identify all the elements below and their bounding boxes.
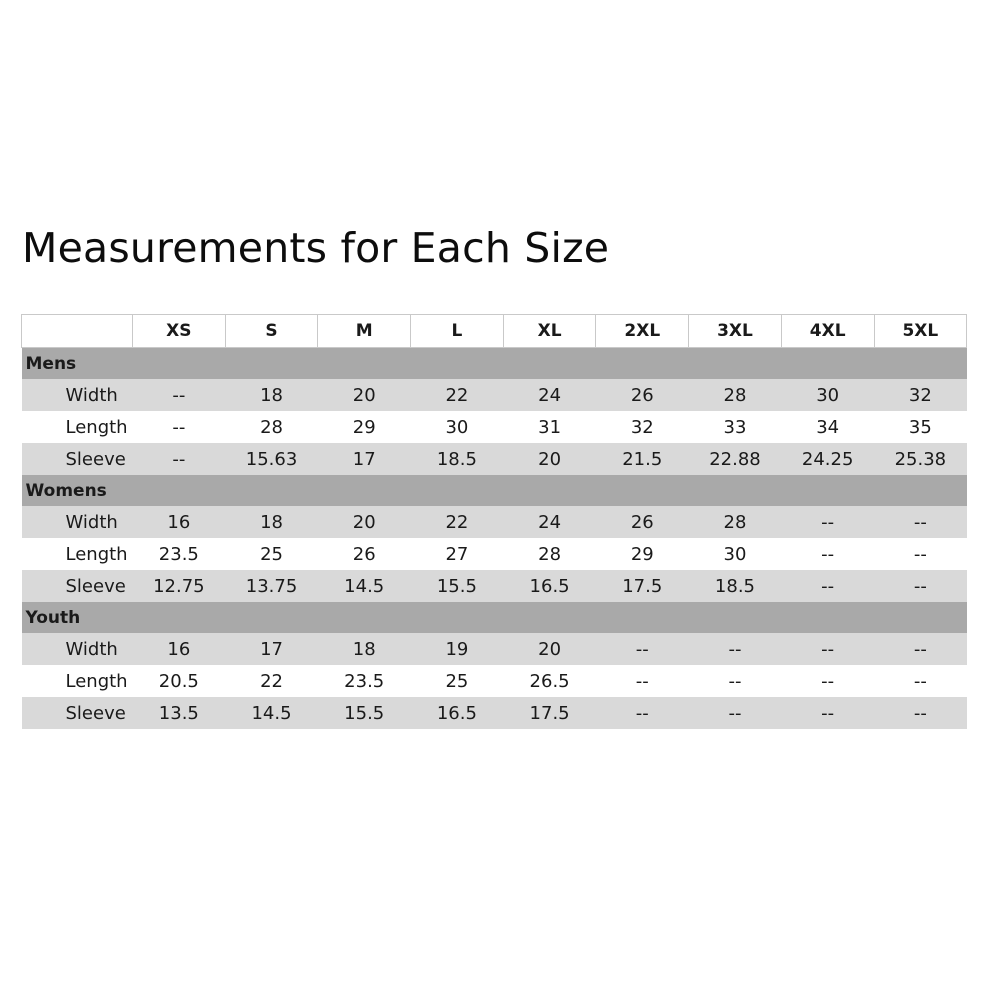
measurement-value: -- (781, 538, 874, 570)
measurement-value: 28 (689, 379, 782, 411)
measurement-label: Sleeve (22, 697, 133, 729)
size-header-row (22, 315, 967, 348)
measurement-value: 26.5 (503, 665, 596, 697)
measurement-value: -- (874, 506, 967, 538)
measurement-value: 29 (596, 538, 689, 570)
measurement-value: 33 (689, 411, 782, 443)
group-label: Youth (22, 602, 967, 633)
measurement-value: -- (133, 443, 226, 475)
size-header-2xl: 2XL (596, 315, 689, 348)
size-header-m: M (318, 315, 411, 348)
measurement-value: -- (874, 633, 967, 665)
measurement-value: 25 (225, 538, 318, 570)
measurement-value: -- (781, 506, 874, 538)
measurement-value: -- (596, 697, 689, 729)
measurement-value: 17.5 (596, 570, 689, 602)
group-header-youth (22, 602, 967, 633)
measurement-value: 14.5 (225, 697, 318, 729)
measurement-value: 15.5 (318, 697, 411, 729)
measurement-value: -- (596, 633, 689, 665)
measurement-value: 13.5 (133, 697, 226, 729)
table-row (22, 697, 967, 729)
measurement-value: 18.5 (411, 443, 504, 475)
measurement-value: 22 (225, 665, 318, 697)
measurement-value: 23.5 (133, 538, 226, 570)
measurement-value: 20 (503, 633, 596, 665)
measurement-value: 19 (411, 633, 504, 665)
measurement-value: -- (133, 411, 226, 443)
size-header-xs: XS (133, 315, 226, 348)
measurement-value: 12.75 (133, 570, 226, 602)
measurement-value: -- (689, 697, 782, 729)
measurement-value: 31 (503, 411, 596, 443)
table-row (22, 411, 967, 443)
measurement-value: 16 (133, 506, 226, 538)
measurement-value: 22.88 (689, 443, 782, 475)
measurement-value: 15.5 (411, 570, 504, 602)
size-header-3xl: 3XL (689, 315, 782, 348)
measurement-value: 34 (781, 411, 874, 443)
measurement-value: 30 (411, 411, 504, 443)
table-row (22, 665, 967, 697)
measurement-value: 18 (318, 633, 411, 665)
measurement-value: 18 (225, 379, 318, 411)
measurement-value: 26 (318, 538, 411, 570)
table-row (22, 506, 967, 538)
measurement-value: 16 (133, 633, 226, 665)
measurement-value: 14.5 (318, 570, 411, 602)
size-header-s: S (225, 315, 318, 348)
measurement-value: 28 (225, 411, 318, 443)
measurement-value: 16.5 (503, 570, 596, 602)
measurement-label: Length (22, 411, 133, 443)
measurement-label: Sleeve (22, 443, 133, 475)
measurement-value: 22 (411, 506, 504, 538)
measurement-value: -- (689, 633, 782, 665)
measurement-value: 20 (318, 379, 411, 411)
table-row (22, 538, 967, 570)
measurement-value: -- (874, 665, 967, 697)
measurement-value: 13.75 (225, 570, 318, 602)
measurement-value: 28 (689, 506, 782, 538)
size-header-l: L (411, 315, 504, 348)
measurement-value: 25.38 (874, 443, 967, 475)
measurement-value: 26 (596, 379, 689, 411)
measurement-value: 17 (318, 443, 411, 475)
group-header-womens (22, 475, 967, 506)
corner-cell (22, 315, 133, 348)
measurement-value: 18 (225, 506, 318, 538)
measurement-value: -- (781, 570, 874, 602)
table-row (22, 633, 967, 665)
measurement-value: -- (874, 570, 967, 602)
measurement-value: 15.63 (225, 443, 318, 475)
measurement-value: 26 (596, 506, 689, 538)
measurement-value: -- (874, 538, 967, 570)
measurement-value: 27 (411, 538, 504, 570)
measurement-value: 20 (318, 506, 411, 538)
measurement-value: 30 (689, 538, 782, 570)
measurement-value: 16.5 (411, 697, 504, 729)
measurement-value: 25 (411, 665, 504, 697)
measurement-value: -- (689, 665, 782, 697)
measurement-value: 24 (503, 379, 596, 411)
measurement-label: Length (22, 665, 133, 697)
size-header-xl: XL (503, 315, 596, 348)
table-row (22, 443, 967, 475)
measurement-label: Width (22, 633, 133, 665)
measurement-value: 17.5 (503, 697, 596, 729)
measurement-value: 22 (411, 379, 504, 411)
measurement-value: -- (596, 665, 689, 697)
measurement-value: 24 (503, 506, 596, 538)
group-label: Mens (22, 348, 967, 380)
measurement-label: Sleeve (22, 570, 133, 602)
measurement-value: 35 (874, 411, 967, 443)
measurement-value: -- (781, 633, 874, 665)
measurement-value: 21.5 (596, 443, 689, 475)
measurement-value: 23.5 (318, 665, 411, 697)
group-label: Womens (22, 475, 967, 506)
measurement-value: -- (874, 697, 967, 729)
measurement-value: 17 (225, 633, 318, 665)
size-chart-table (21, 314, 967, 729)
measurement-label: Width (22, 379, 133, 411)
measurement-value: 20.5 (133, 665, 226, 697)
measurement-label: Width (22, 506, 133, 538)
measurement-value: 20 (503, 443, 596, 475)
measurement-value: 32 (596, 411, 689, 443)
size-header-5xl: 5XL (874, 315, 967, 348)
measurement-value: 28 (503, 538, 596, 570)
page-title: Measurements for Each Size (22, 224, 610, 272)
measurement-value: 18.5 (689, 570, 782, 602)
table-row (22, 379, 967, 411)
measurement-value: -- (781, 697, 874, 729)
measurement-value: 30 (781, 379, 874, 411)
table-row (22, 570, 967, 602)
group-header-mens (22, 348, 967, 380)
measurement-label: Length (22, 538, 133, 570)
measurement-value: 32 (874, 379, 967, 411)
size-table-body (22, 348, 967, 730)
size-header-4xl: 4XL (781, 315, 874, 348)
measurement-value: -- (133, 379, 226, 411)
measurement-value: 29 (318, 411, 411, 443)
measurement-value: -- (781, 665, 874, 697)
measurement-value: 24.25 (781, 443, 874, 475)
